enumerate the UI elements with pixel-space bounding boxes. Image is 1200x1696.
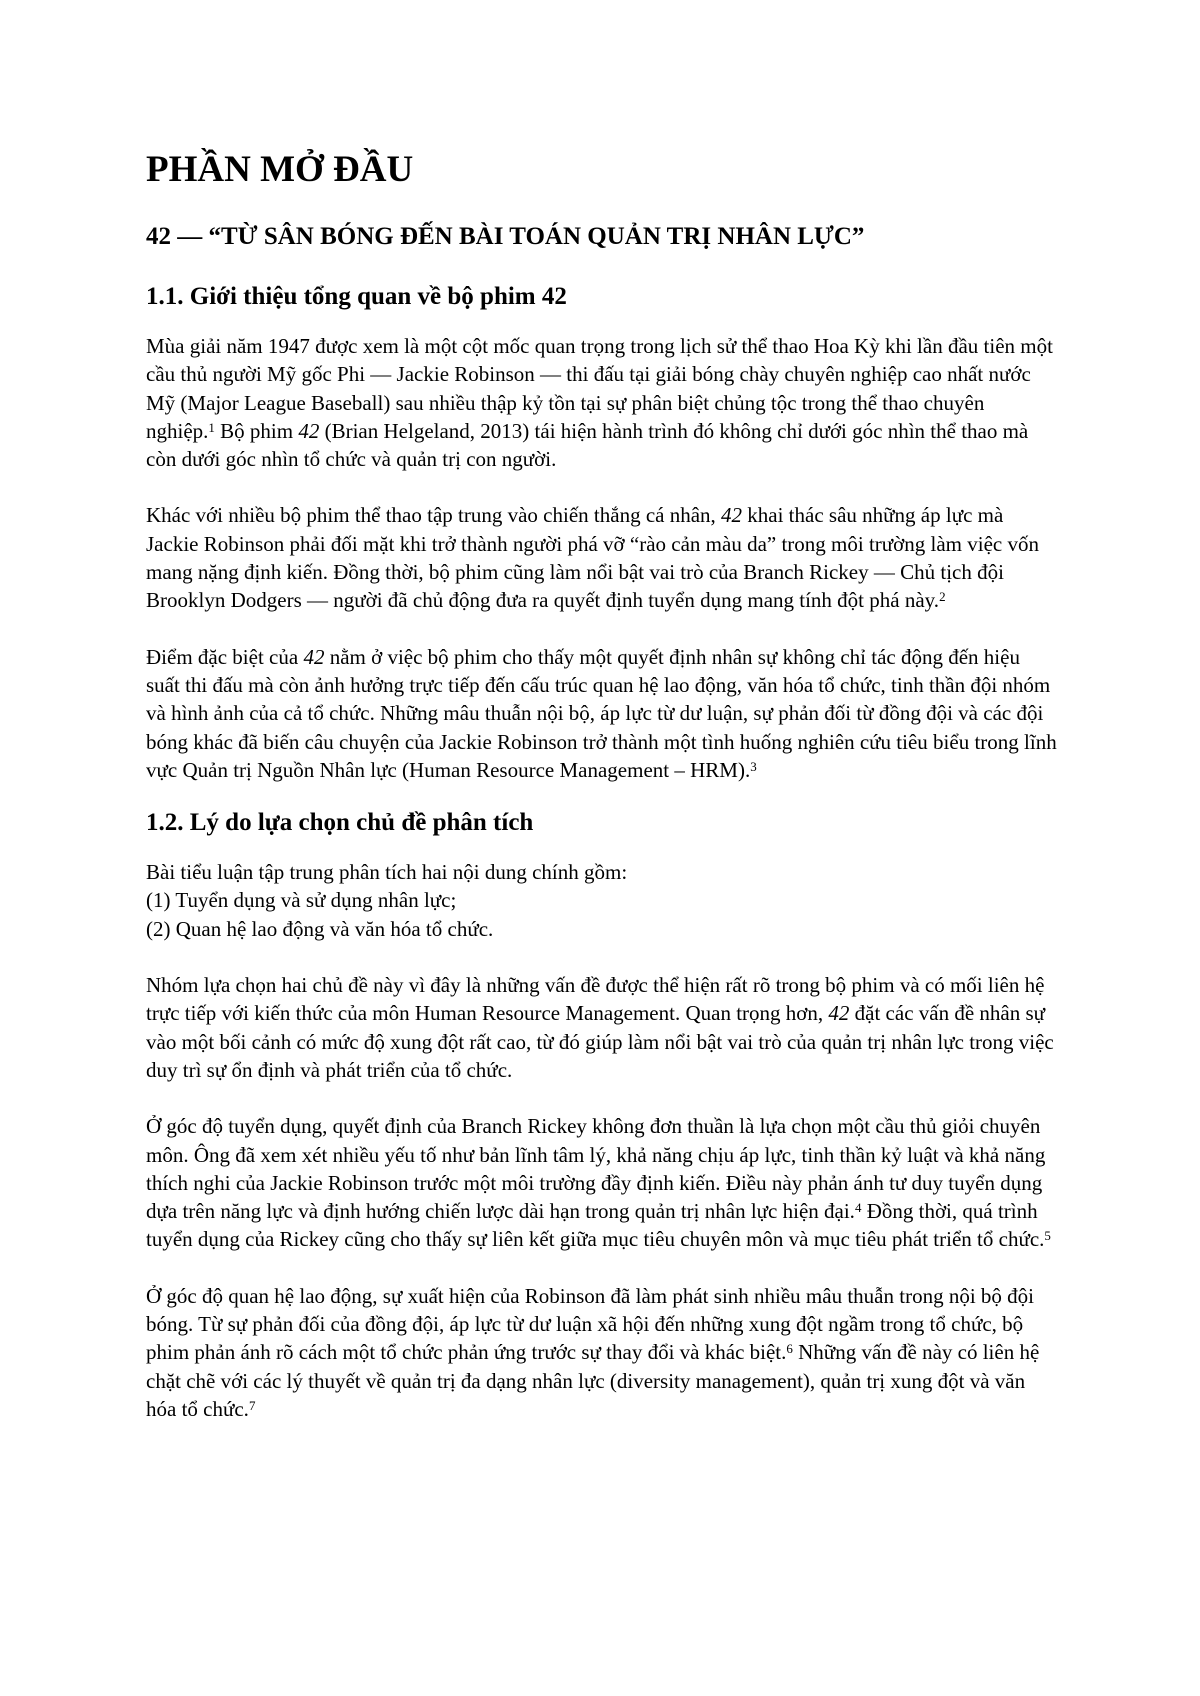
text-run: (Brian Helgeland, 2013) tái hiện hành trình đó không chỉ dưới góc nhìn thể thao mà còn dưới góc nhìn tổ chức và quản trị con người. xyxy=(146,418,1029,472)
text-run: Ở góc độ quan hệ lao động, sự xuất hiện của Robinson đã làm phát sinh nhiều mâu thuẫn trong nội bộ đội bóng. Từ sự phản đối của đồng đội, áp lực từ dư luận xã hội đến những xung đột ngầm trong tổ chức, bộ phim phản ánh rõ cách một tổ chức phản ứng trước sự thay đổi và khác biệt. xyxy=(146,1283,1034,1365)
paragraph-1-1-3 xyxy=(146,643,1058,784)
list-item: (1) Tuyển dụng và sử dụng nhân lực; xyxy=(146,888,457,913)
footnote-marker: 4 xyxy=(854,1200,862,1216)
paragraph-1-2-3 xyxy=(146,1112,1058,1253)
page-title: PHẦN MỞ ĐẦU xyxy=(146,149,414,190)
document-subtitle: 42 — “TỪ SÂN BÓNG ĐẾN BÀI TOÁN QUẢN TRỊ NHÂN LỰC” xyxy=(146,223,865,250)
paragraph-1-2-4 xyxy=(146,1282,1058,1423)
footnote-marker: 3 xyxy=(750,758,757,774)
film-title: 42 xyxy=(298,418,320,443)
section-heading-1-2: 1.2. Lý do lựa chọn chủ đề phân tích xyxy=(146,809,534,837)
text-run: Đồng thời, quá trình tuyển dụng của Rickey cũng cho thấy sự liên kết giữa mục tiêu chuyên môn và mục tiêu phát triển tổ chức. xyxy=(146,1199,1045,1252)
footnote-marker: 1 xyxy=(208,419,215,435)
footnote-marker: 7 xyxy=(248,1397,256,1413)
text-run: Điểm đặc biệt của xyxy=(146,644,304,669)
text-run: khai thác sâu những áp lực mà Jackie Robinson phải đối mặt khi trở thành người phá vỡ “rào cản màu da” trong môi trường làm việc vốn mang nặng định kiến. Đồng thời, bộ phim cũng làm nổi bật vai trò của Branch Rickey — Chủ tịch đội Brooklyn Dodgers — người đã chủ động đưa ra quyết định tuyển dụng mang tính đột phá này. xyxy=(146,503,1039,613)
paragraph-1-2-1 xyxy=(146,858,1058,943)
footnote-marker: 5 xyxy=(1044,1228,1051,1244)
text-run: Ở góc độ tuyển dụng, quyết định của Branch Rickey không đơn thuần là lựa chọn một cầu thủ giỏi chuyên môn. Ông đã xem xét nhiều yếu tố như bản lĩnh tâm lý, khả năng chịu áp lực, tinh thần kỷ luật và khả năng thích nghi của Jackie Robinson trước một môi trường đầy định kiến. Điều này phản ánh tư duy tuyển dụng dựa trên năng lực và định hướng chiến lược dài hạn trong quản trị nhân lực hiện đại. xyxy=(146,1114,1046,1224)
footnote-marker: 6 xyxy=(786,1341,793,1357)
footnote-marker: 2 xyxy=(939,589,946,605)
text-run: Những vấn đề này có liên hệ chặt chẽ với các lý thuyết về quản trị đa dạng nhân lực (diversity management), quản trị xung đột và văn hóa tổ chức. xyxy=(146,1340,1040,1421)
text-run: nằm ở việc bộ phim cho thấy một quyết định nhân sự không chỉ tác động đến hiệu suất thi đấu mà còn ảnh hưởng trực tiếp đến cấu trúc quan hệ lao động, văn hóa tổ chức, tinh thần đội nhóm và hình ảnh của cả tổ chức. Những mâu thuẫn nội bộ, áp lực từ dư luận, sự phản đối từ đồng đội và các đội bóng khác đã biến câu chuyện của Jackie Robinson trở thành một tình huống nghiên cứu tiêu biểu trong lĩnh vực Quản trị Nguồn Nhân lực (Human Resource Management – HRM). xyxy=(146,644,1057,782)
paragraph-1-1-2 xyxy=(146,501,1058,614)
film-title: 42 xyxy=(721,503,743,528)
text-run: Bộ phim xyxy=(214,418,299,443)
text-run: Nhóm lựa chọn hai chủ đề này vì đây là những vấn đề được thể hiện rất rõ trong bộ phim và có mối liên hệ trực tiếp với kiến thức của môn Human Resource Management. Quan trọng hơn, xyxy=(146,973,1045,1026)
text-run: Mùa giải năm 1947 được xem là một cột mốc quan trọng trong lịch sử thể thao Hoa Kỳ khi lần đầu tiên một cầu thủ người Mỹ gốc Phi — Jackie Robinson — thi đấu tại giải bóng chày chuyên nghiệp cao nhất nước Mỹ (Major League Baseball) sau nhiều thập kỷ tồn tại sự phân biệt chủng tộc trong thể thao chuyên nghiệp. xyxy=(146,334,1053,443)
paragraph-1-2-2 xyxy=(146,971,1058,1084)
text-line: Bài tiểu luận tập trung phân tích hai nội dung chính gồm: xyxy=(146,860,628,885)
film-title: 42 xyxy=(303,644,325,669)
film-title: 42 xyxy=(828,1001,850,1026)
text-run: đặt các vấn đề nhân sự vào một bối cảnh có mức độ xung đột rất cao, từ đó giúp làm nổi bật vai trò của quản trị nhân lực trong việc duy trì sự ổn định và phát triển của tổ chức. xyxy=(146,1001,1054,1082)
list-item: (2) Quan hệ lao động và văn hóa tổ chức. xyxy=(146,916,494,941)
text-run: Khác với nhiều bộ phim thể thao tập trung vào chiến thắng cá nhân, xyxy=(146,503,722,528)
document-content xyxy=(146,148,1058,1423)
paragraph-1-1-1 xyxy=(146,332,1058,473)
section-heading-1-1: 1.1. Giới thiệu tổng quan về bộ phim 42 xyxy=(146,283,567,310)
